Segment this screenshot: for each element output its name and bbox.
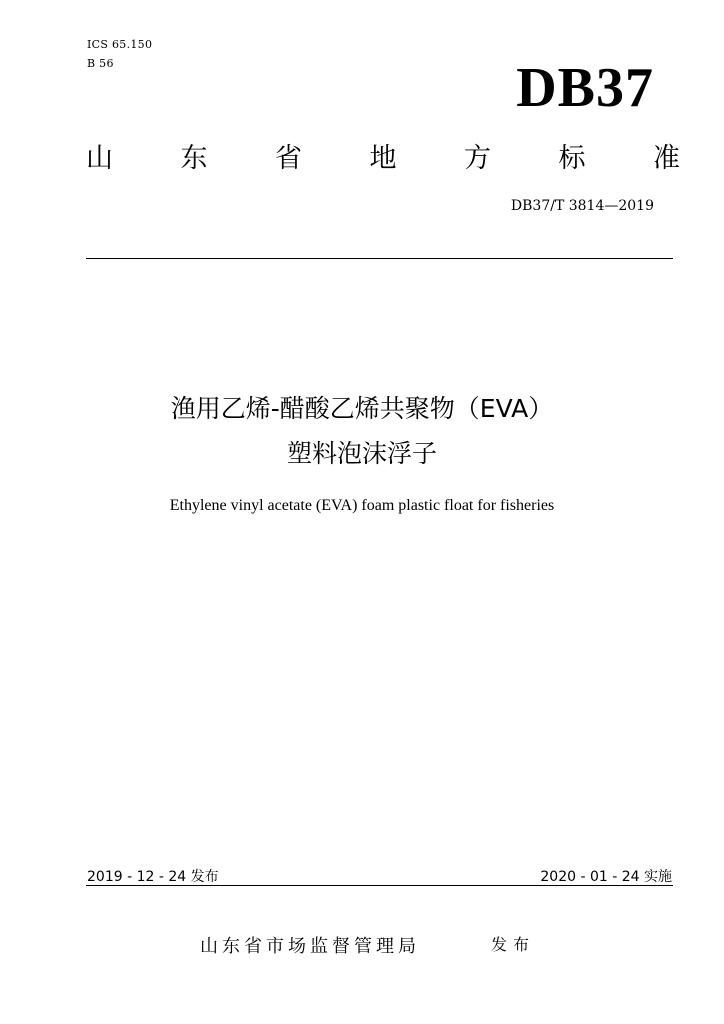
- standard-number: DB37/T 3814—2019: [510, 198, 654, 214]
- standard-type-char: 地: [369, 143, 397, 174]
- ics-code: ICS 65.150: [87, 38, 153, 51]
- release-label: 发布: [491, 935, 536, 954]
- db-code-mark: DB37: [516, 57, 654, 119]
- publisher-name: 山东省市场监督管理局: [200, 936, 420, 957]
- standard-type-char: 省: [275, 143, 302, 174]
- top-divider: [86, 258, 673, 259]
- title-chinese-line-1: 渔用乙烯-醋酸乙烯共聚物（EVA）: [170, 394, 554, 423]
- implementation-date: 2020 - 01 - 24 实施: [540, 869, 672, 885]
- issue-date: 2019 - 12 - 24 发布: [87, 869, 219, 885]
- standard-type-char: 东: [180, 143, 208, 174]
- title-chinese-line-2: 塑料泡沫浮子: [286, 439, 437, 468]
- standard-type-char: 方: [464, 143, 491, 174]
- title-english: Ethylene vinyl acetate (EVA) foam plastic float for fisheries: [169, 497, 555, 514]
- standard-type-heading: [86, 143, 680, 175]
- ccs-code: B 56: [87, 57, 114, 70]
- standard-type-char: 准: [653, 143, 680, 174]
- bottom-divider: [86, 885, 673, 886]
- standard-type-char: 标: [558, 143, 586, 174]
- standard-type-char: 山: [86, 143, 113, 174]
